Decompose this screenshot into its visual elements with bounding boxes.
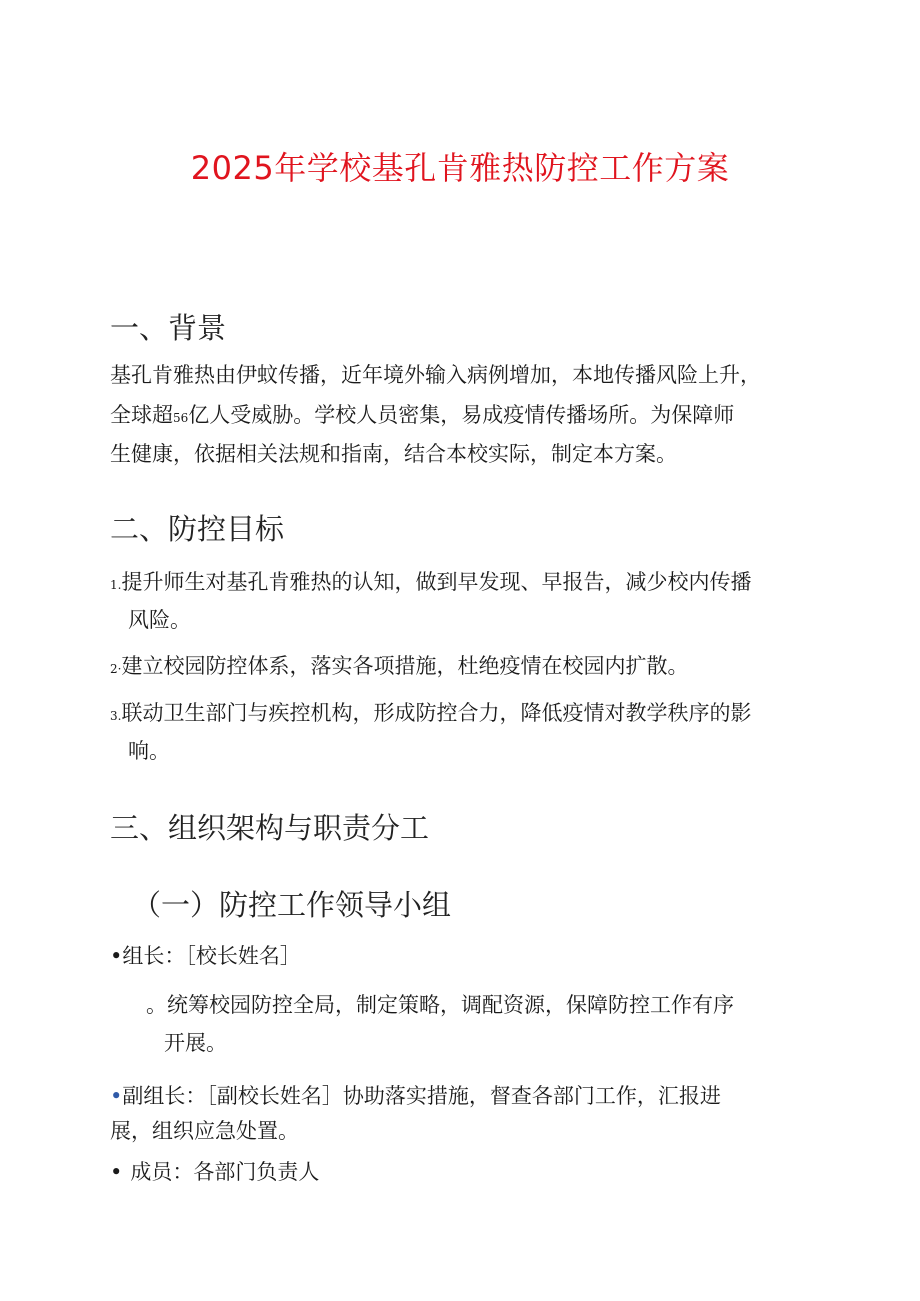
sub-bullet-text: 统筹校园防控全局，制定策略，调配资源，保障防控工作有序 [167,993,734,1017]
list-text: 提升师生对基孔肯雅热的认知，做到早发现、早报告，减少校内传播 [121,570,752,594]
bullet-icon: • [110,1084,123,1108]
section-heading-background: 一、背景 [110,311,227,345]
section-heading-organization: 三、组织架构与职责分工 [110,811,430,845]
sub-bullet-continuation: 开展。 [164,1031,227,1055]
list-item [110,646,688,689]
list-item [110,693,751,736]
bullet-text: 成员：各部门负责人 [130,1160,320,1184]
document-title: 2025年学校基孔肯雅热防控工作方案 [190,149,730,187]
paragraph-line: 基孔肯雅热由伊蚊传播，近年境外输入病例增加，本地传播风险上升， [110,363,761,387]
list-number: 1. [110,578,122,592]
text-span: 全球超 [110,403,173,427]
bullet-continuation: 展，组织应急处置。 [110,1119,299,1143]
list-text: 建立校园防控体系，落实各项措施，杜绝疫情在校园内扩散。 [121,654,689,678]
text-span: 亿人受威胁。学校人员密集，易成疫情传播场所。为保障师 [188,403,735,427]
list-item-continuation: 风险。 [128,608,191,632]
list-item [110,562,751,605]
bullet-item-members [110,1152,319,1192]
bullet-item-vice-leader [110,1076,721,1116]
number-span: 56 [173,411,189,425]
bullet-text: 副组长：［副校长姓名］协助落实措施，督查各部门工作，汇报进 [122,1084,721,1108]
bullet-icon: • [110,944,123,968]
sub-bullet-item [146,985,734,1025]
bullet-text: 组长：［校长姓名］ [122,944,301,968]
list-number: 2· [110,662,122,676]
bullet-item-leader [110,936,301,976]
list-number: 3. [110,709,122,723]
subsection-heading: （一）防控工作领导小组 [132,888,452,922]
list-item-continuation: 响。 [128,739,170,763]
paragraph-line [110,395,734,438]
section-heading-goals: 二、防控目标 [110,512,285,546]
sub-bullet-icon: 。 [146,993,167,1017]
paragraph-line: 生健康，依据相关法规和指南，结合本校实际，制定本方案。 [110,442,677,466]
list-text: 联动卫生部门与疾控机构，形成防控合力，降低疫情对教学秩序的影 [121,701,752,725]
bullet-icon: • [110,1160,123,1184]
